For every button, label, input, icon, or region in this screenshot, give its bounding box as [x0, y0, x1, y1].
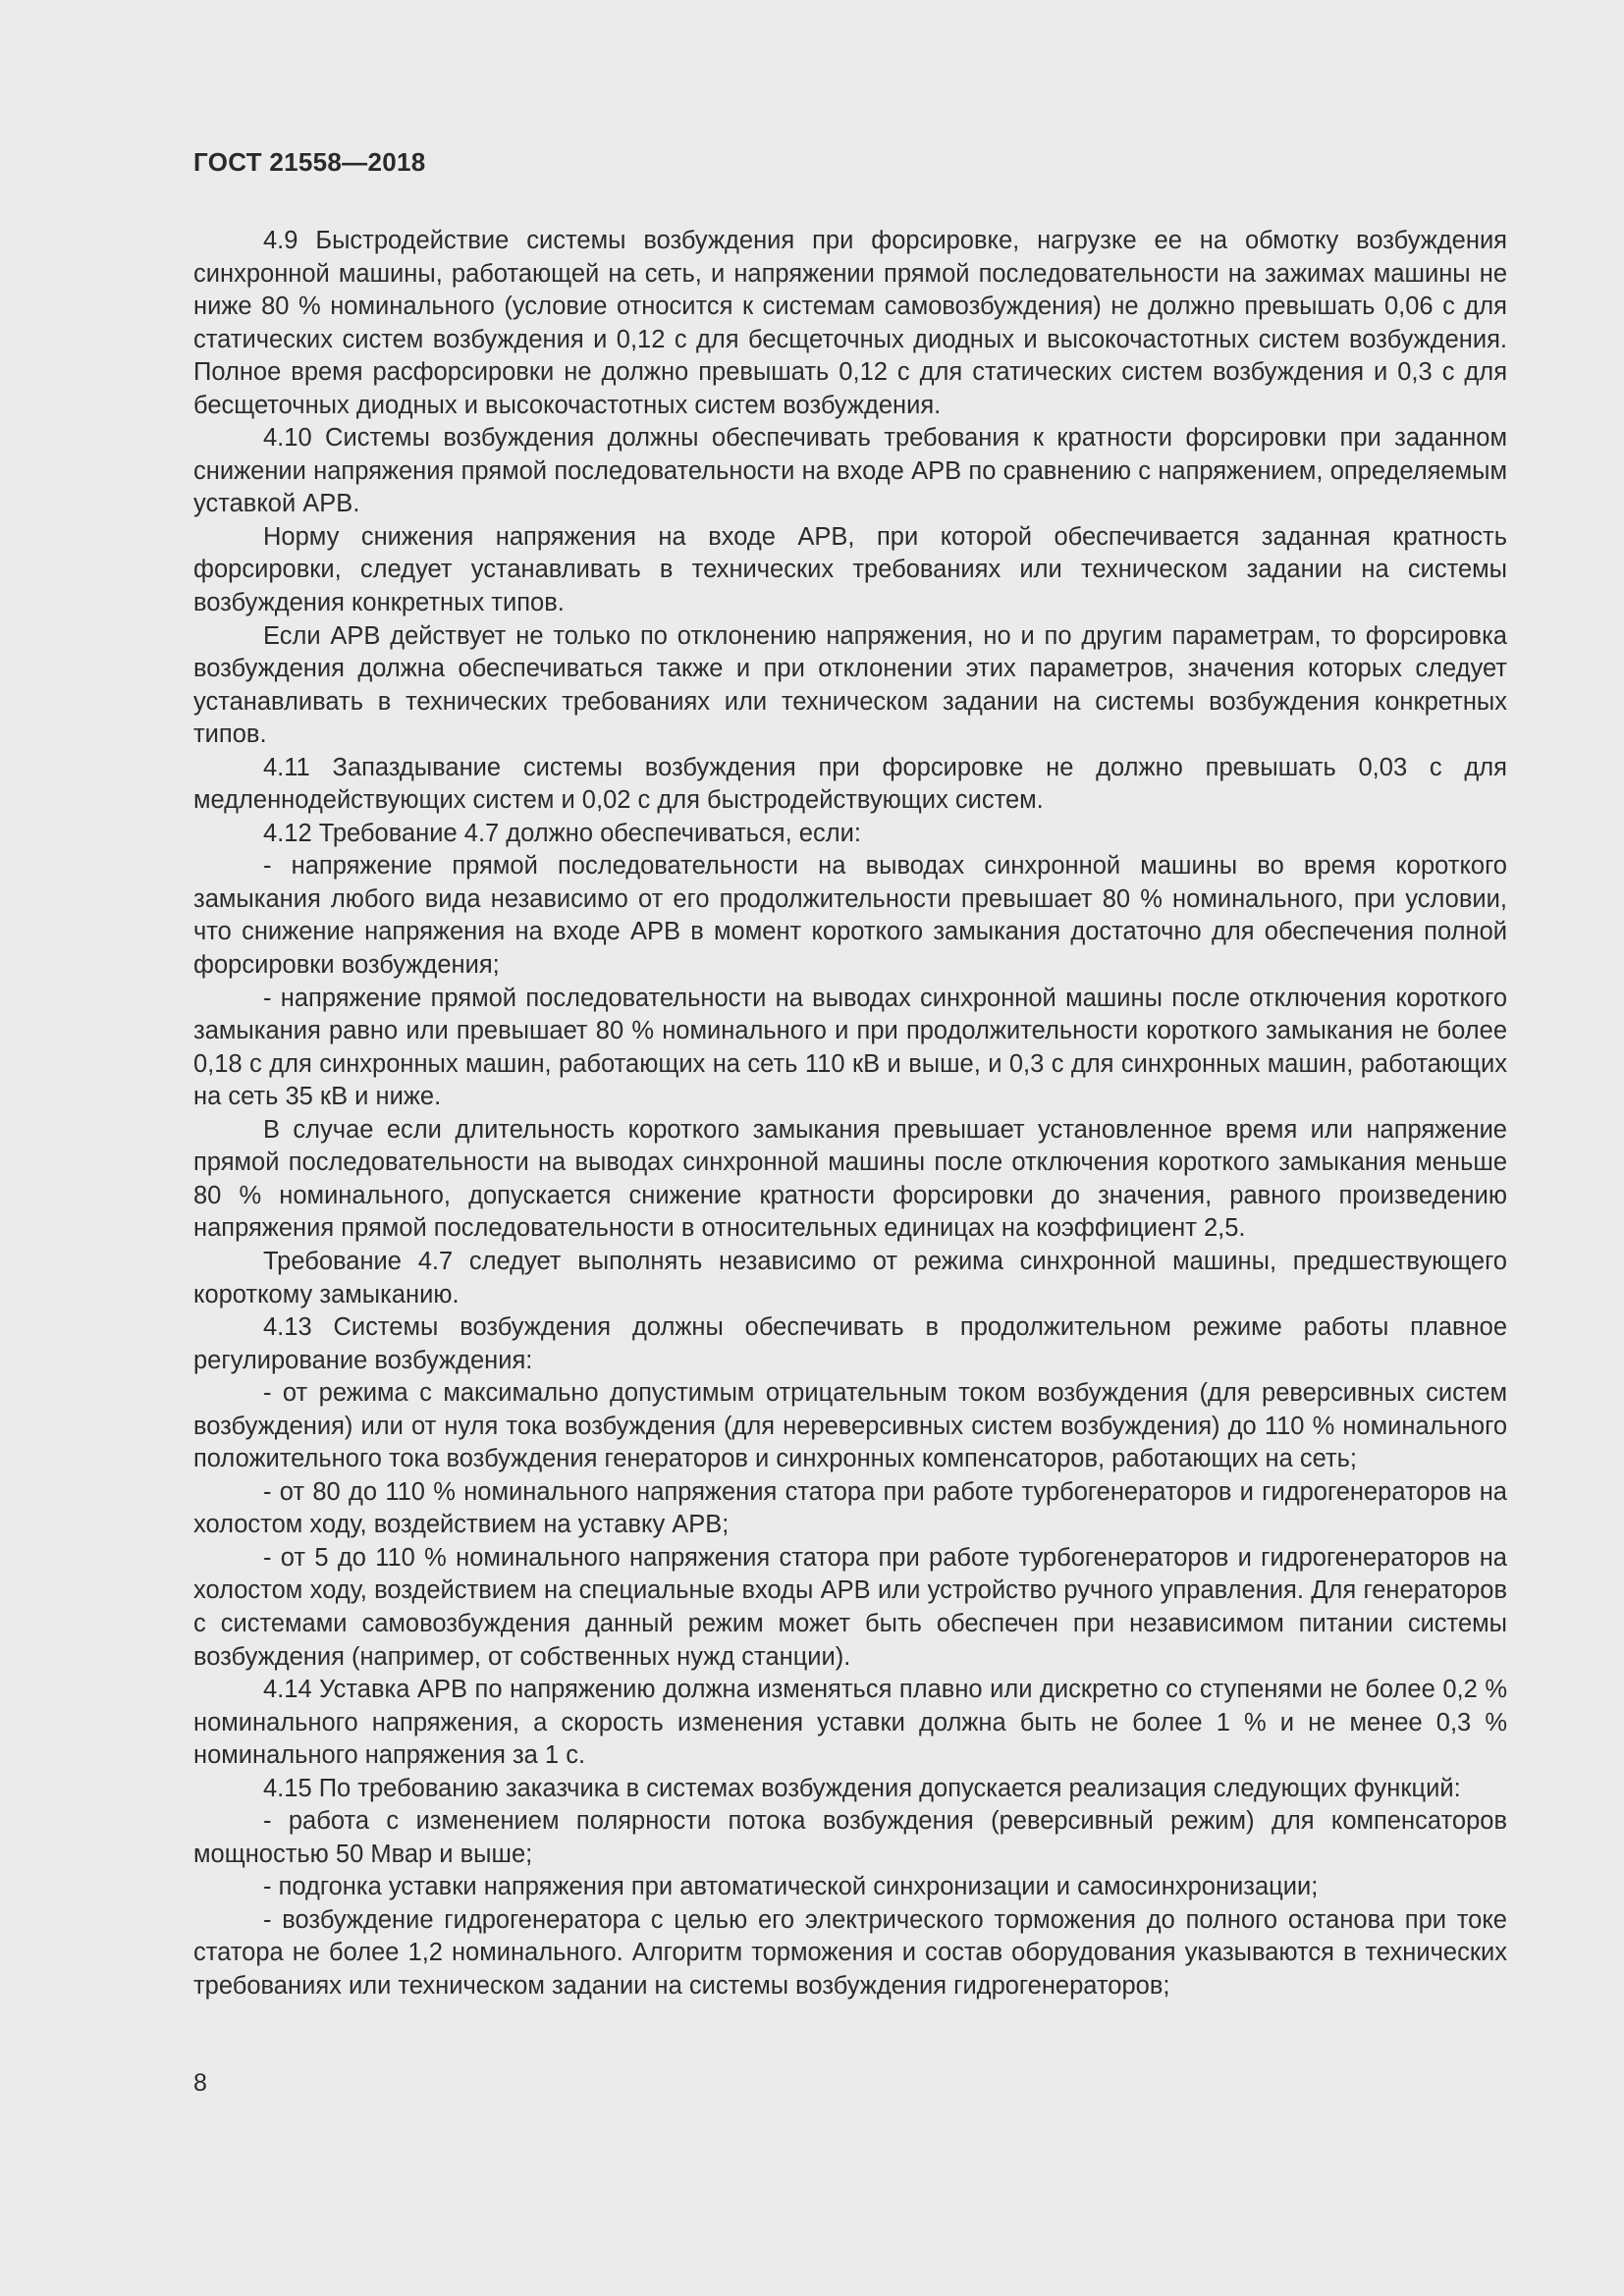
list-item: - от 5 до 110 % номинального напряжения статора при работе турбогенераторов и гидрогенераторов на холостом ходу, воздействием на специальные входы АРВ или устройство ручного управления. Для генераторов с системами самовозбуждения данный режим может быть обеспечен при независимом питании системы возбуждения (например, от собственных нужд станции).: [193, 1543, 1507, 1671]
paragraph-4-14: 4.14 Уставка АРВ по напряжению должна изменяться плавно или дискретно со ступенями не более 0,2 % номинального напряжения, а скорость изменения уставки должна быть не более 1 % и не менее 0,3 % номинального напряжения за 1 с.: [193, 1676, 1507, 1770]
list-item: - работа с изменением полярности потока возбуждения (реверсивный режим) для компенсаторов мощностью 50 Мвар и выше;: [193, 1807, 1507, 1868]
page-number: 8: [193, 2069, 207, 2097]
paragraph-4-9: 4.9 Быстродействие системы возбуждения при форсировке, нагрузке ее на обмотку возбуждения синхронной машины, работающей на сеть, и напряжении прямой последовательности на зажимах машины не ниже 80 % номинального (условие относится к системам самовозбуждения) не должно превышать 0,06 с для статических систем возбуждения и 0,12 с для бесщеточных диодных и высокочастотных систем возбуждения. Полное время расфорсировки не должно превышать 0,12 с для статических систем возбуждения и 0,3 с для бесщеточных диодных и высокочастотных систем возбуждения.: [193, 227, 1507, 419]
document-body: [193, 225, 1507, 2003]
list-item: - от режима с максимально допустимым отрицательным током возбуждения (для реверсивных систем возбуждения) или от нуля тока возбуждения (для нереверсивных систем возбуждения) до 110 % номинального положительного тока возбуждения генераторов и синхронных компенсаторов, работающих на сеть;: [193, 1379, 1507, 1473]
list-item: - от 80 до 110 % номинального напряжения статора при работе турбогенераторов и гидрогенераторов на холостом ходу, воздействием на уставку АРВ;: [193, 1477, 1507, 1539]
paragraph: Требование 4.7 следует выполнять независимо от режима синхронной машины, предшествующего короткому замыканию.: [193, 1247, 1507, 1308]
paragraph-4-12: 4.12 Требование 4.7 должно обеспечиваться, если:: [263, 819, 861, 847]
paragraph-4-15: 4.15 По требованию заказчика в системах возбуждения допускается реализация следующих функций:: [263, 1774, 1461, 1802]
paragraph: В случае если длительность короткого замыкания превышает установленное время или напряжение прямой последовательности на выводах синхронной машины после отключения короткого замыкания меньше 80 % номинального, допускается снижение кратности форсировки до значения, равного произведению напряжения прямой последовательности в относительных единицах на коэффициент 2,5.: [193, 1115, 1507, 1243]
paragraph-4-10: 4.10 Системы возбуждения должны обеспечивать требования к кратности форсировки при заданном снижении напряжения прямой последовательности на входе АРВ по сравнению с напряжением, определяемым уставкой АРВ.: [193, 424, 1507, 518]
paragraph: Если АРВ действует не только по отклонению напряжения, но и по другим параметрам, то форсировка возбуждения должна обеспечиваться также и при отклонении этих параметров, значения которых следует устанавливать в технических требованиях или техническом задании на системы возбуждения конкретных типов.: [193, 621, 1507, 749]
list-item: - напряжение прямой последовательности на выводах синхронной машины во время короткого замыкания любого вида независимо от его продолжительности превышает 80 % номинального, при условии, что снижение напряжения на входе АРВ в момент короткого замыкания достаточно для обеспечения полной форсировки возбуждения;: [193, 852, 1507, 980]
list-item: - напряжение прямой последовательности на выводах синхронной машины после отключения короткого замыкания равно или превышает 80 % номинального и при продолжительности короткого замыкания не более 0,18 с для синхронных машин, работающих на сеть 110 кВ и выше, и 0,3 с для синхронных машин, работающих на сеть 35 кВ и ниже.: [193, 984, 1507, 1111]
list-item: - возбуждение гидрогенератора с целью его электрического торможения до полного останова при токе статора не более 1,2 номинального. Алгоритм торможения и состав оборудования указываются в технических требованиях или техническом задании на системы возбуждения гидрогенераторов;: [193, 1905, 1507, 2000]
list-item: - подгонка уставки напряжения при автоматической синхронизации и самосинхронизации;: [263, 1873, 1319, 1901]
paragraph: Норму снижения напряжения на входе АРВ, при которой обеспечивается заданная кратность форсировки, следует устанавливать в технических требованиях или техническом задании на системы возбуждения конкретных типов.: [193, 522, 1507, 617]
document-standard-id: ГОСТ 21558—2018: [193, 147, 426, 177]
paragraph-4-11: 4.11 Запаздывание системы возбуждения при форсировке не должно превышать 0,03 с для медленнодействующих систем и 0,02 с для быстродействующих систем.: [193, 753, 1507, 815]
paragraph-4-13: 4.13 Системы возбуждения должны обеспечивать в продолжительном режиме работы плавное регулирование возбуждения:: [193, 1313, 1507, 1374]
